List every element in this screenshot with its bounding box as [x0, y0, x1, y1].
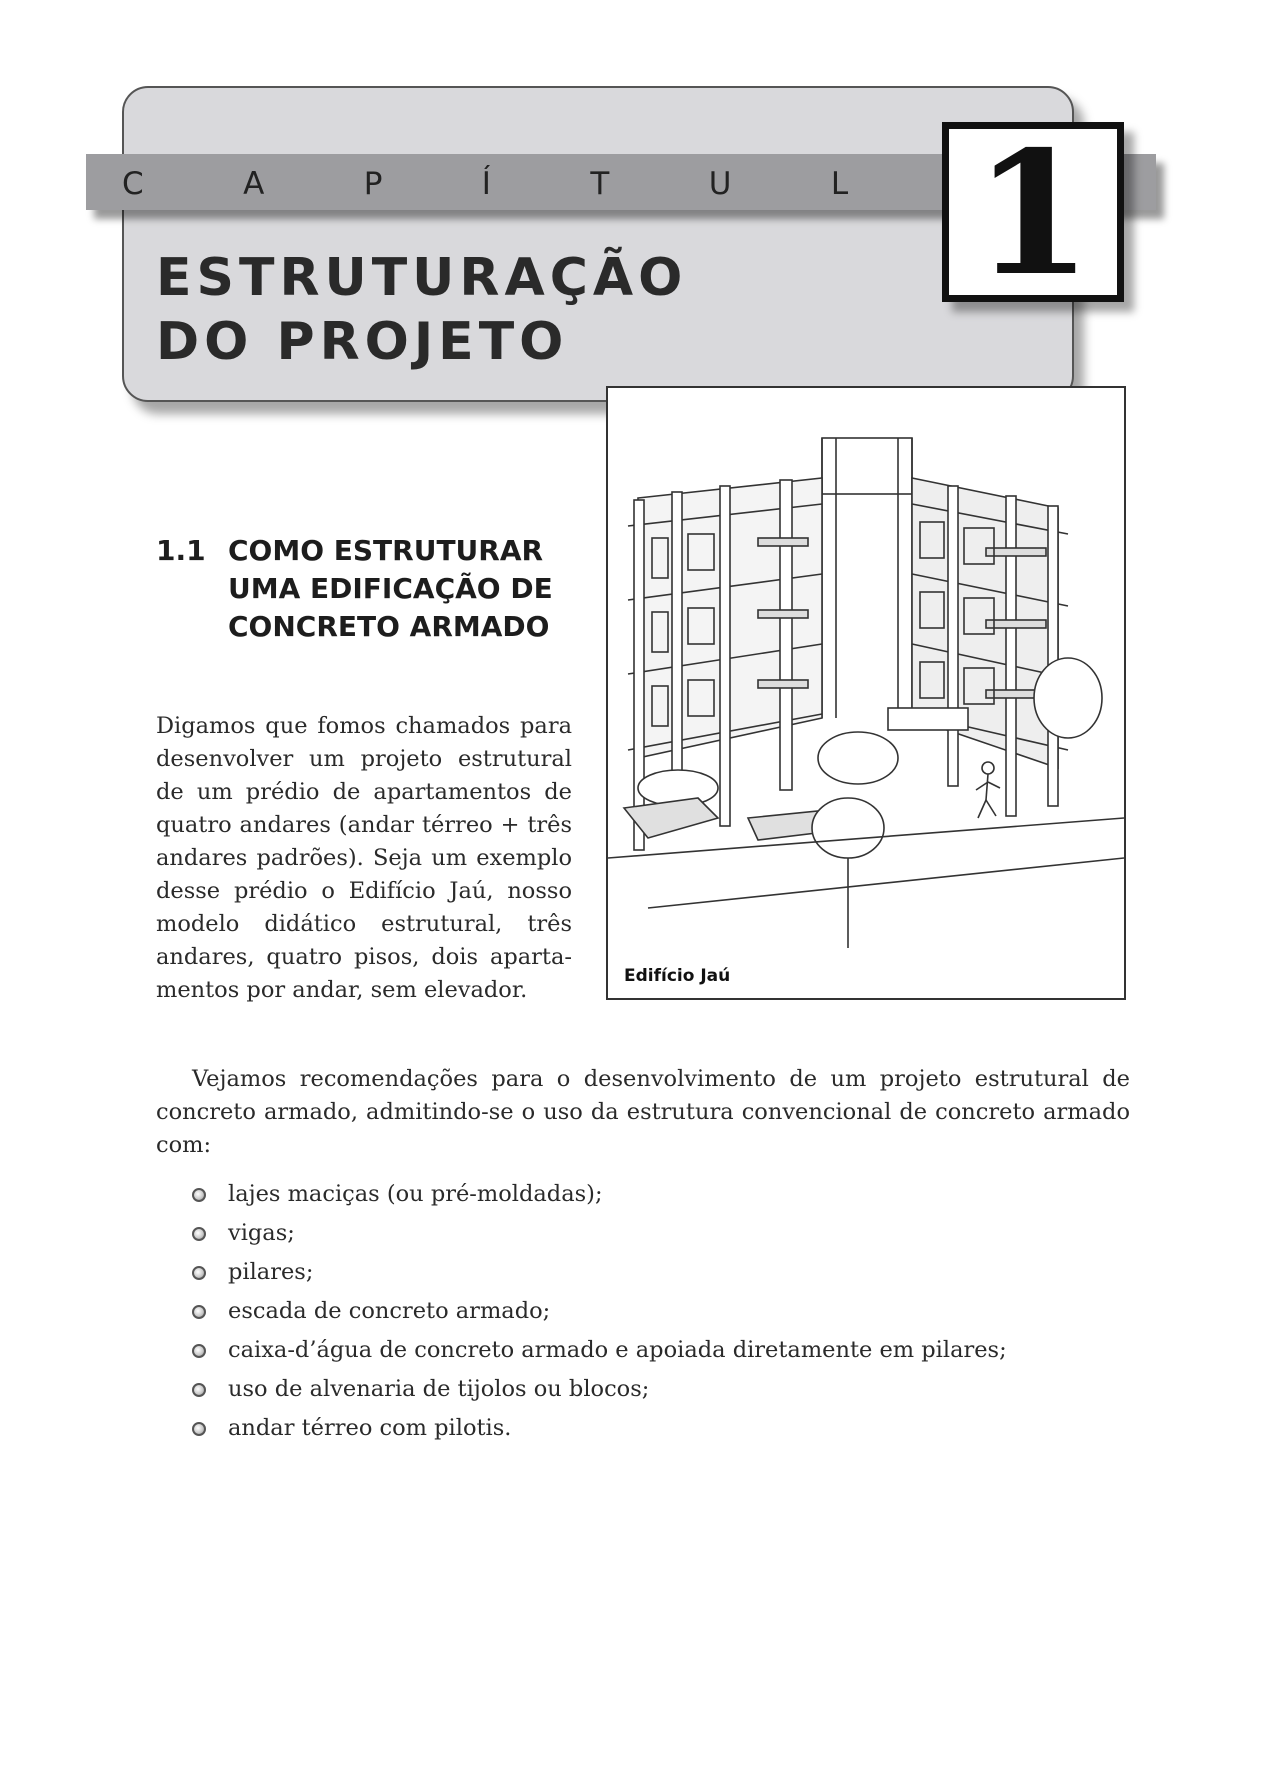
bullet-icon	[192, 1305, 206, 1319]
list-item	[192, 1409, 1092, 1448]
section-number: 1.1	[156, 534, 206, 567]
list-item-text: escada de concreto armado;	[228, 1298, 551, 1324]
section-title-line: COMO ESTRUTURAR	[228, 534, 544, 567]
list-item	[192, 1292, 1092, 1331]
chapter-title-line: ESTRUTURAÇÃO	[156, 248, 688, 308]
chapter-label-letter: L	[830, 166, 849, 202]
list-item-text: caixa-d’água de concreto armado e apoiada diretamente em pilares;	[228, 1337, 1007, 1363]
chapter-title-line: DO PROJETO	[156, 312, 569, 372]
list-item	[192, 1175, 1092, 1214]
bullet-icon	[192, 1383, 206, 1397]
chapter-label-letter: U	[708, 166, 732, 202]
chapter-number-box	[942, 114, 1124, 314]
body-paragraph: Vejamos recomendações para o desenvolvimento de um projeto estrutural de concreto armado, admitindo-se o uso da estrutura convencional de concreto armado com:	[156, 1066, 1130, 1158]
list-item-text: andar térreo com pilotis.	[228, 1415, 512, 1441]
chapter-label	[122, 164, 972, 204]
chapter-label-letter: C	[122, 166, 144, 202]
bullet-icon	[192, 1344, 206, 1358]
bullet-icon	[192, 1227, 206, 1241]
bullet-icon	[192, 1188, 206, 1202]
chapter-label-letter: Í	[481, 166, 491, 202]
building-illustration-figure	[606, 386, 1126, 1000]
list-item-text: vigas;	[228, 1220, 295, 1246]
list-item-text: uso de alvenaria de tijolos ou blocos;	[228, 1376, 650, 1402]
section-title	[228, 532, 608, 646]
building-drawing	[608, 388, 1124, 998]
figure-caption: Edifício Jaú	[624, 966, 731, 986]
intro-paragraph: Digamos que fomos chamados para desenvolver um projeto estrutural de um prédio de apartamentos de quatro andares (andar térreo + três andares padrões). Seja um exemplo desse prédio o Edifício Jaú, nosso modelo didático estrutural, três andares, quatro pisos, dois apartamentos por andar, sem elevador.	[156, 713, 572, 1003]
bullet-icon	[192, 1422, 206, 1436]
chapter-label-letter: P	[363, 166, 383, 202]
list-item	[192, 1370, 1092, 1409]
recommendation-list	[192, 1175, 1092, 1448]
section-title-line: UMA EDIFICAÇÃO DE	[228, 572, 553, 605]
list-item	[192, 1331, 1092, 1370]
section-title-line: CONCRETO ARMADO	[228, 610, 550, 643]
list-item	[192, 1253, 1092, 1292]
chapter-number: 1	[973, 114, 1093, 314]
list-item	[192, 1214, 1092, 1253]
chapter-title	[156, 246, 756, 374]
list-item-text: lajes maciças (ou pré-moldadas);	[228, 1181, 603, 1207]
chapter-label-letter: T	[590, 166, 610, 202]
chapter-label-letter: A	[243, 166, 265, 202]
list-item-text: pilares;	[228, 1259, 314, 1285]
bullet-icon	[192, 1266, 206, 1280]
